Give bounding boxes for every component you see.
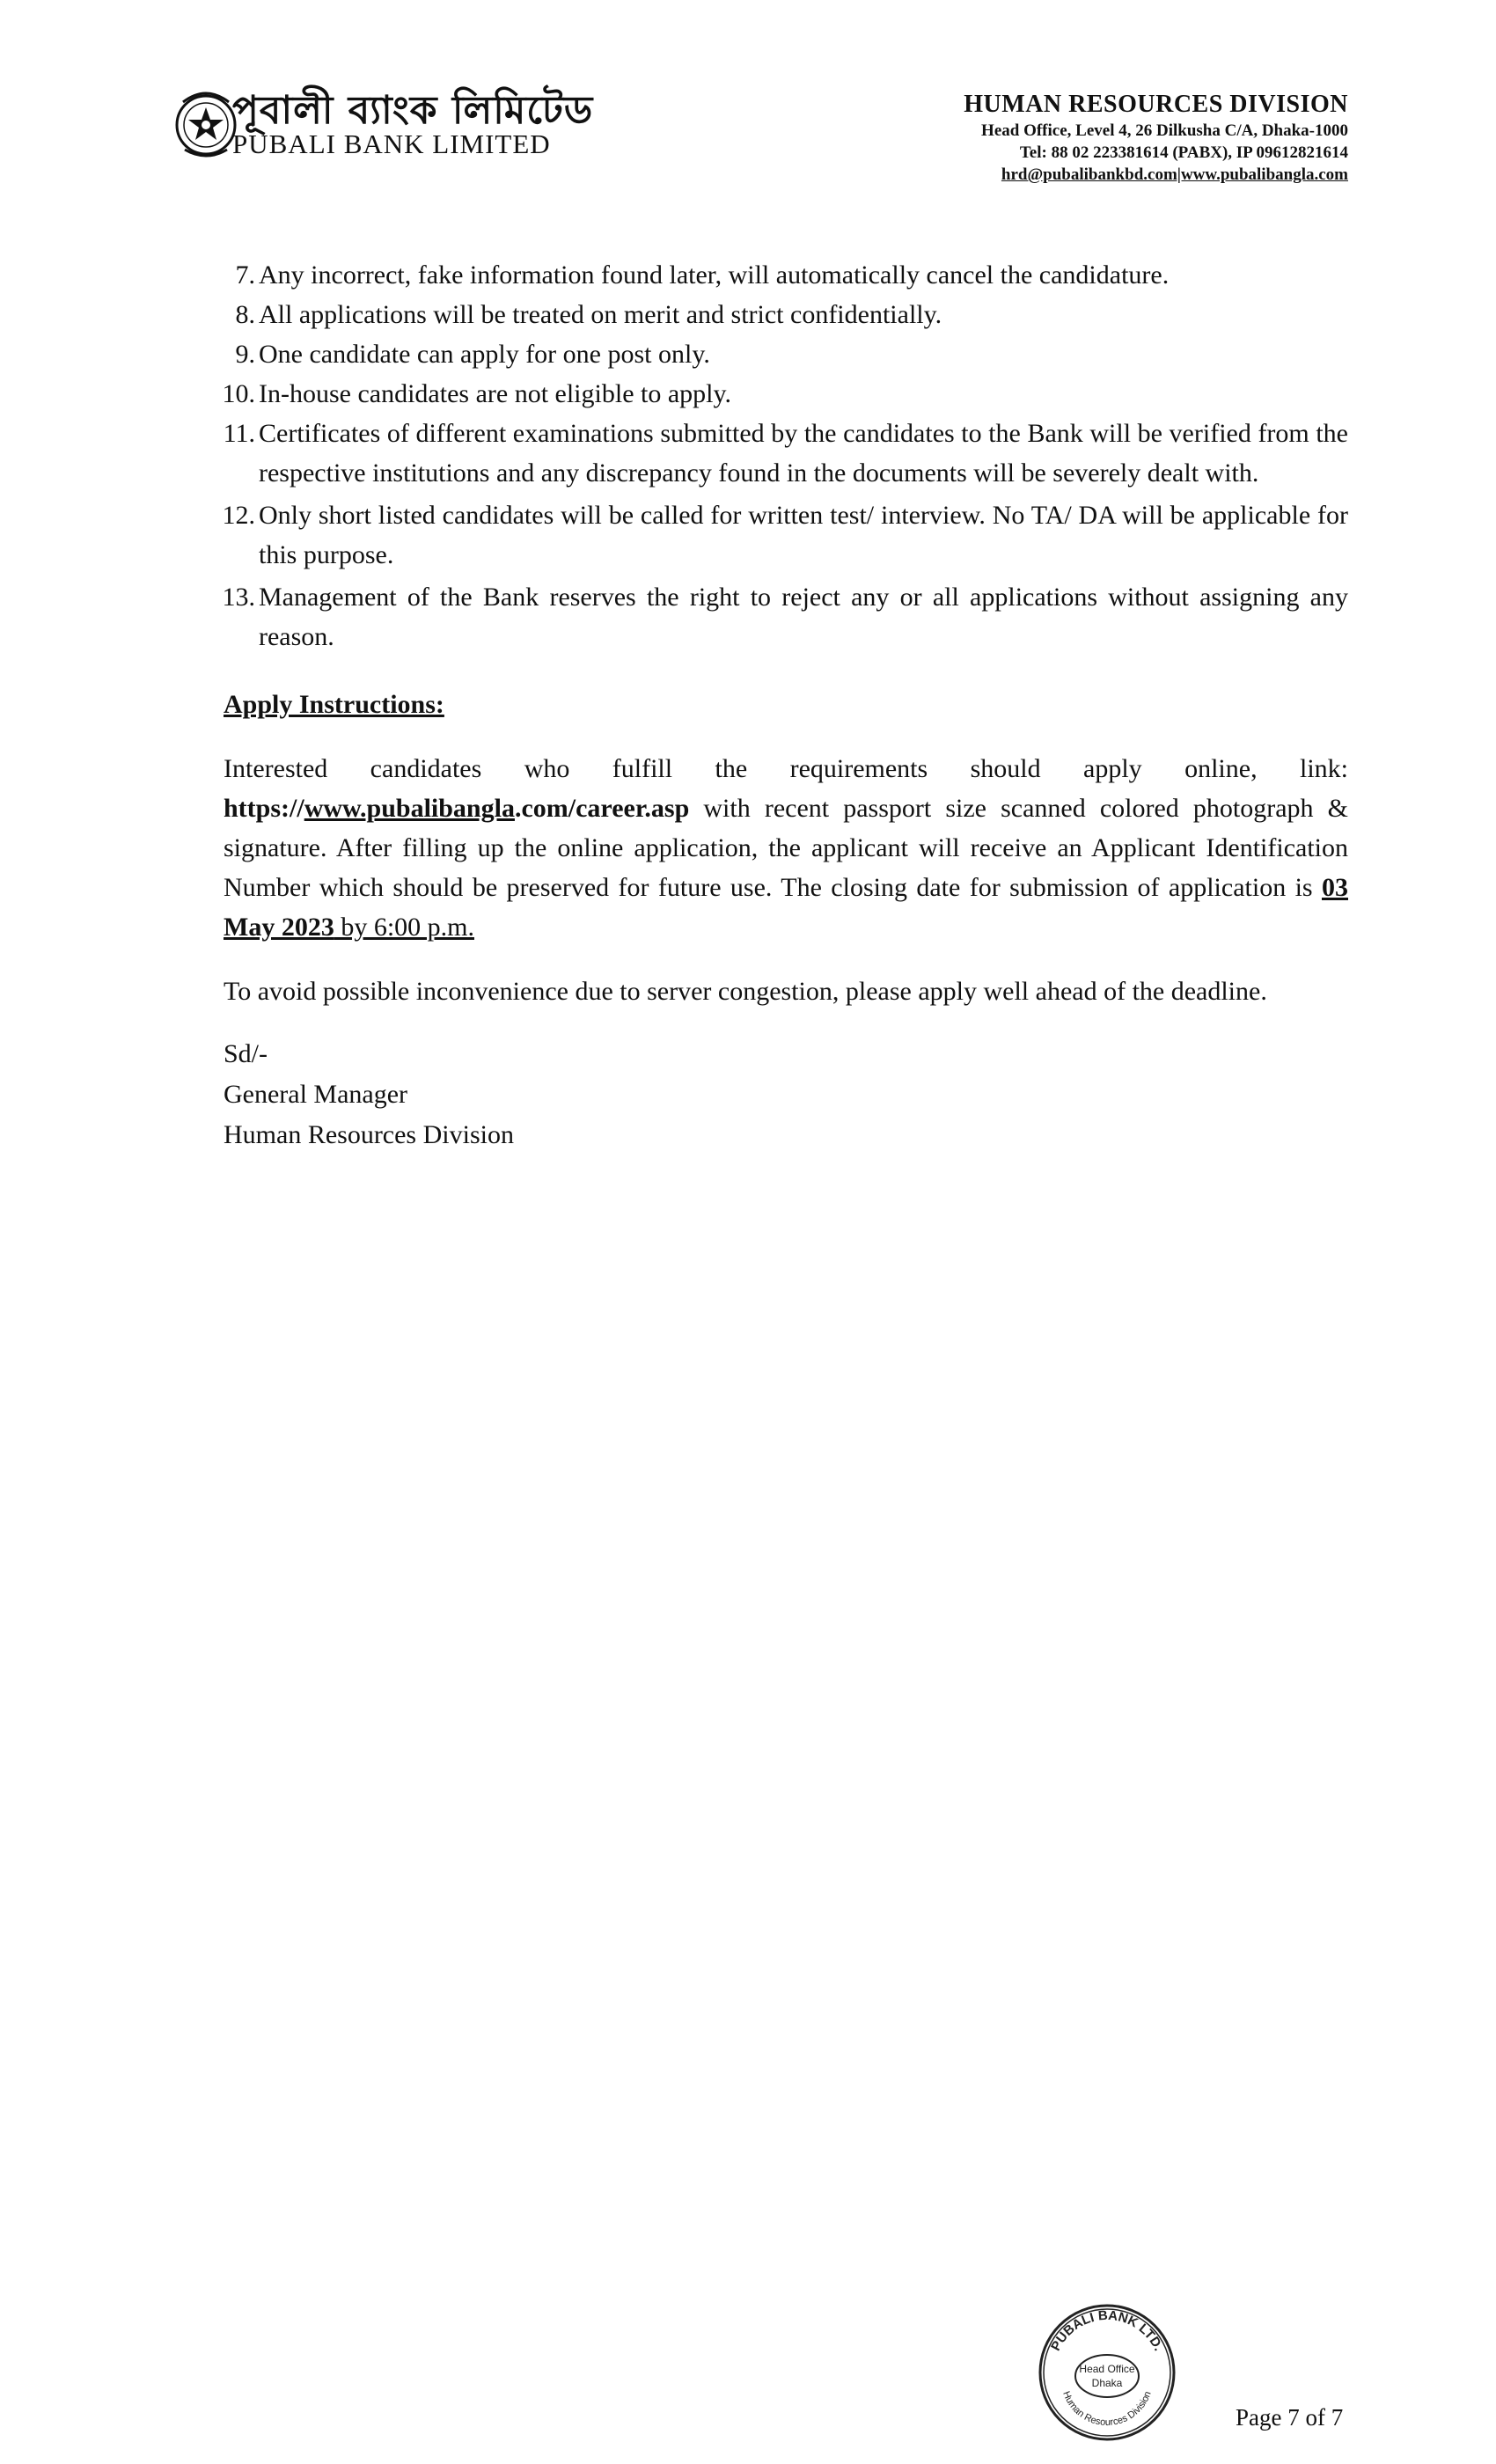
contact-links[interactable]: hrd@pubalibankbd.com|www.pubalibangla.com — [1001, 165, 1348, 184]
bank-name-bengali: পূবালী ব্যাংক লিমিটেড — [232, 88, 594, 133]
signature-sd: Sd/- — [224, 1039, 268, 1068]
list-item — [224, 334, 1348, 374]
list-item — [224, 255, 1348, 295]
letterhead — [0, 0, 1496, 194]
list-item — [224, 374, 1348, 414]
office-phone: Tel: 88 02 223381614 (PABX), IP 09612821614 — [1019, 143, 1348, 162]
item-text: In-house candidates are not eligible to apply. — [259, 379, 732, 408]
svg-text:Dhaka: Dhaka — [1091, 2377, 1123, 2389]
apply-instructions-paragraph — [224, 749, 1348, 947]
page-number: Page 7 of 7 — [1236, 2404, 1344, 2431]
bank-name-english: PUBALI BANK LIMITED — [232, 128, 551, 159]
apply-intro: Interested candidates who fulfill the requirements should apply online, link: — [224, 754, 1348, 783]
division-title: HUMAN RESOURCES DIVISION — [964, 91, 1348, 118]
item-number: 11. — [223, 419, 255, 448]
item-number: 10. — [222, 379, 255, 408]
svg-text:PUBALI BANK LTD.: PUBALI BANK LTD. — [1048, 2307, 1167, 2354]
closing-deadline: 03 May 2023 by 6:00 p.m. — [224, 873, 1348, 942]
item-text: Any incorrect, fake information found later, will automatically cancel the candidature. — [259, 260, 1170, 290]
apply-instructions-heading: Apply Instructions: — [224, 690, 444, 719]
office-address: Head Office, Level 4, 26 Dilkusha C/A, Dhaka-1000 — [981, 121, 1348, 140]
division-contact-block — [964, 90, 1348, 186]
item-text: Only short listed candidates will be called for written test/ interview. No TA/ DA will be applicable for this purpose. — [259, 501, 1348, 569]
signatory-title: General Manager — [224, 1080, 408, 1109]
career-link[interactable]: https://www.pubalibangla.com/career.asp — [224, 794, 690, 823]
document-body — [224, 255, 1348, 1155]
signatory-department: Human Resources Division — [224, 1120, 514, 1149]
item-text: All applications will be treated on merit and strict confidentially. — [259, 300, 942, 329]
item-text: Certificates of different examinations submitted by the candidates to the Bank will be verified from the respective institutions and any discrepancy found in the documents will be severely dealt with. — [259, 419, 1348, 488]
svg-text:Head Office: Head Office — [1079, 2363, 1135, 2375]
svg-text:Human Resources Division: Human Resources Division — [1060, 2389, 1154, 2429]
item-text: Management of the Bank reserves the right to reject any or all applications without assigning any reason. — [259, 583, 1348, 651]
item-text: One candidate can apply for one post only. — [259, 340, 710, 369]
congestion-note: To avoid possible inconvenience due to server congestion, please apply well ahead of the deadline. — [224, 977, 1267, 1006]
list-item — [224, 414, 1348, 493]
list-item — [224, 495, 1348, 575]
item-number: 8. — [235, 300, 255, 329]
item-number: 7. — [235, 260, 255, 290]
apply-details: with recent passport size scanned colored photograph & signature. After filling up the online application, the applicant will receive an Applicant Identification Number which should be preserved for future use. The closing date for submission of application is — [224, 794, 1348, 902]
list-item — [224, 295, 1348, 334]
item-number: 13. — [222, 583, 255, 612]
hr-division-stamp — [1035, 2300, 1179, 2445]
list-item — [224, 577, 1348, 656]
conditions-list — [224, 255, 1348, 656]
item-number: 12. — [222, 501, 255, 530]
item-number: 9. — [235, 340, 255, 369]
signature-block — [224, 1034, 1348, 1155]
